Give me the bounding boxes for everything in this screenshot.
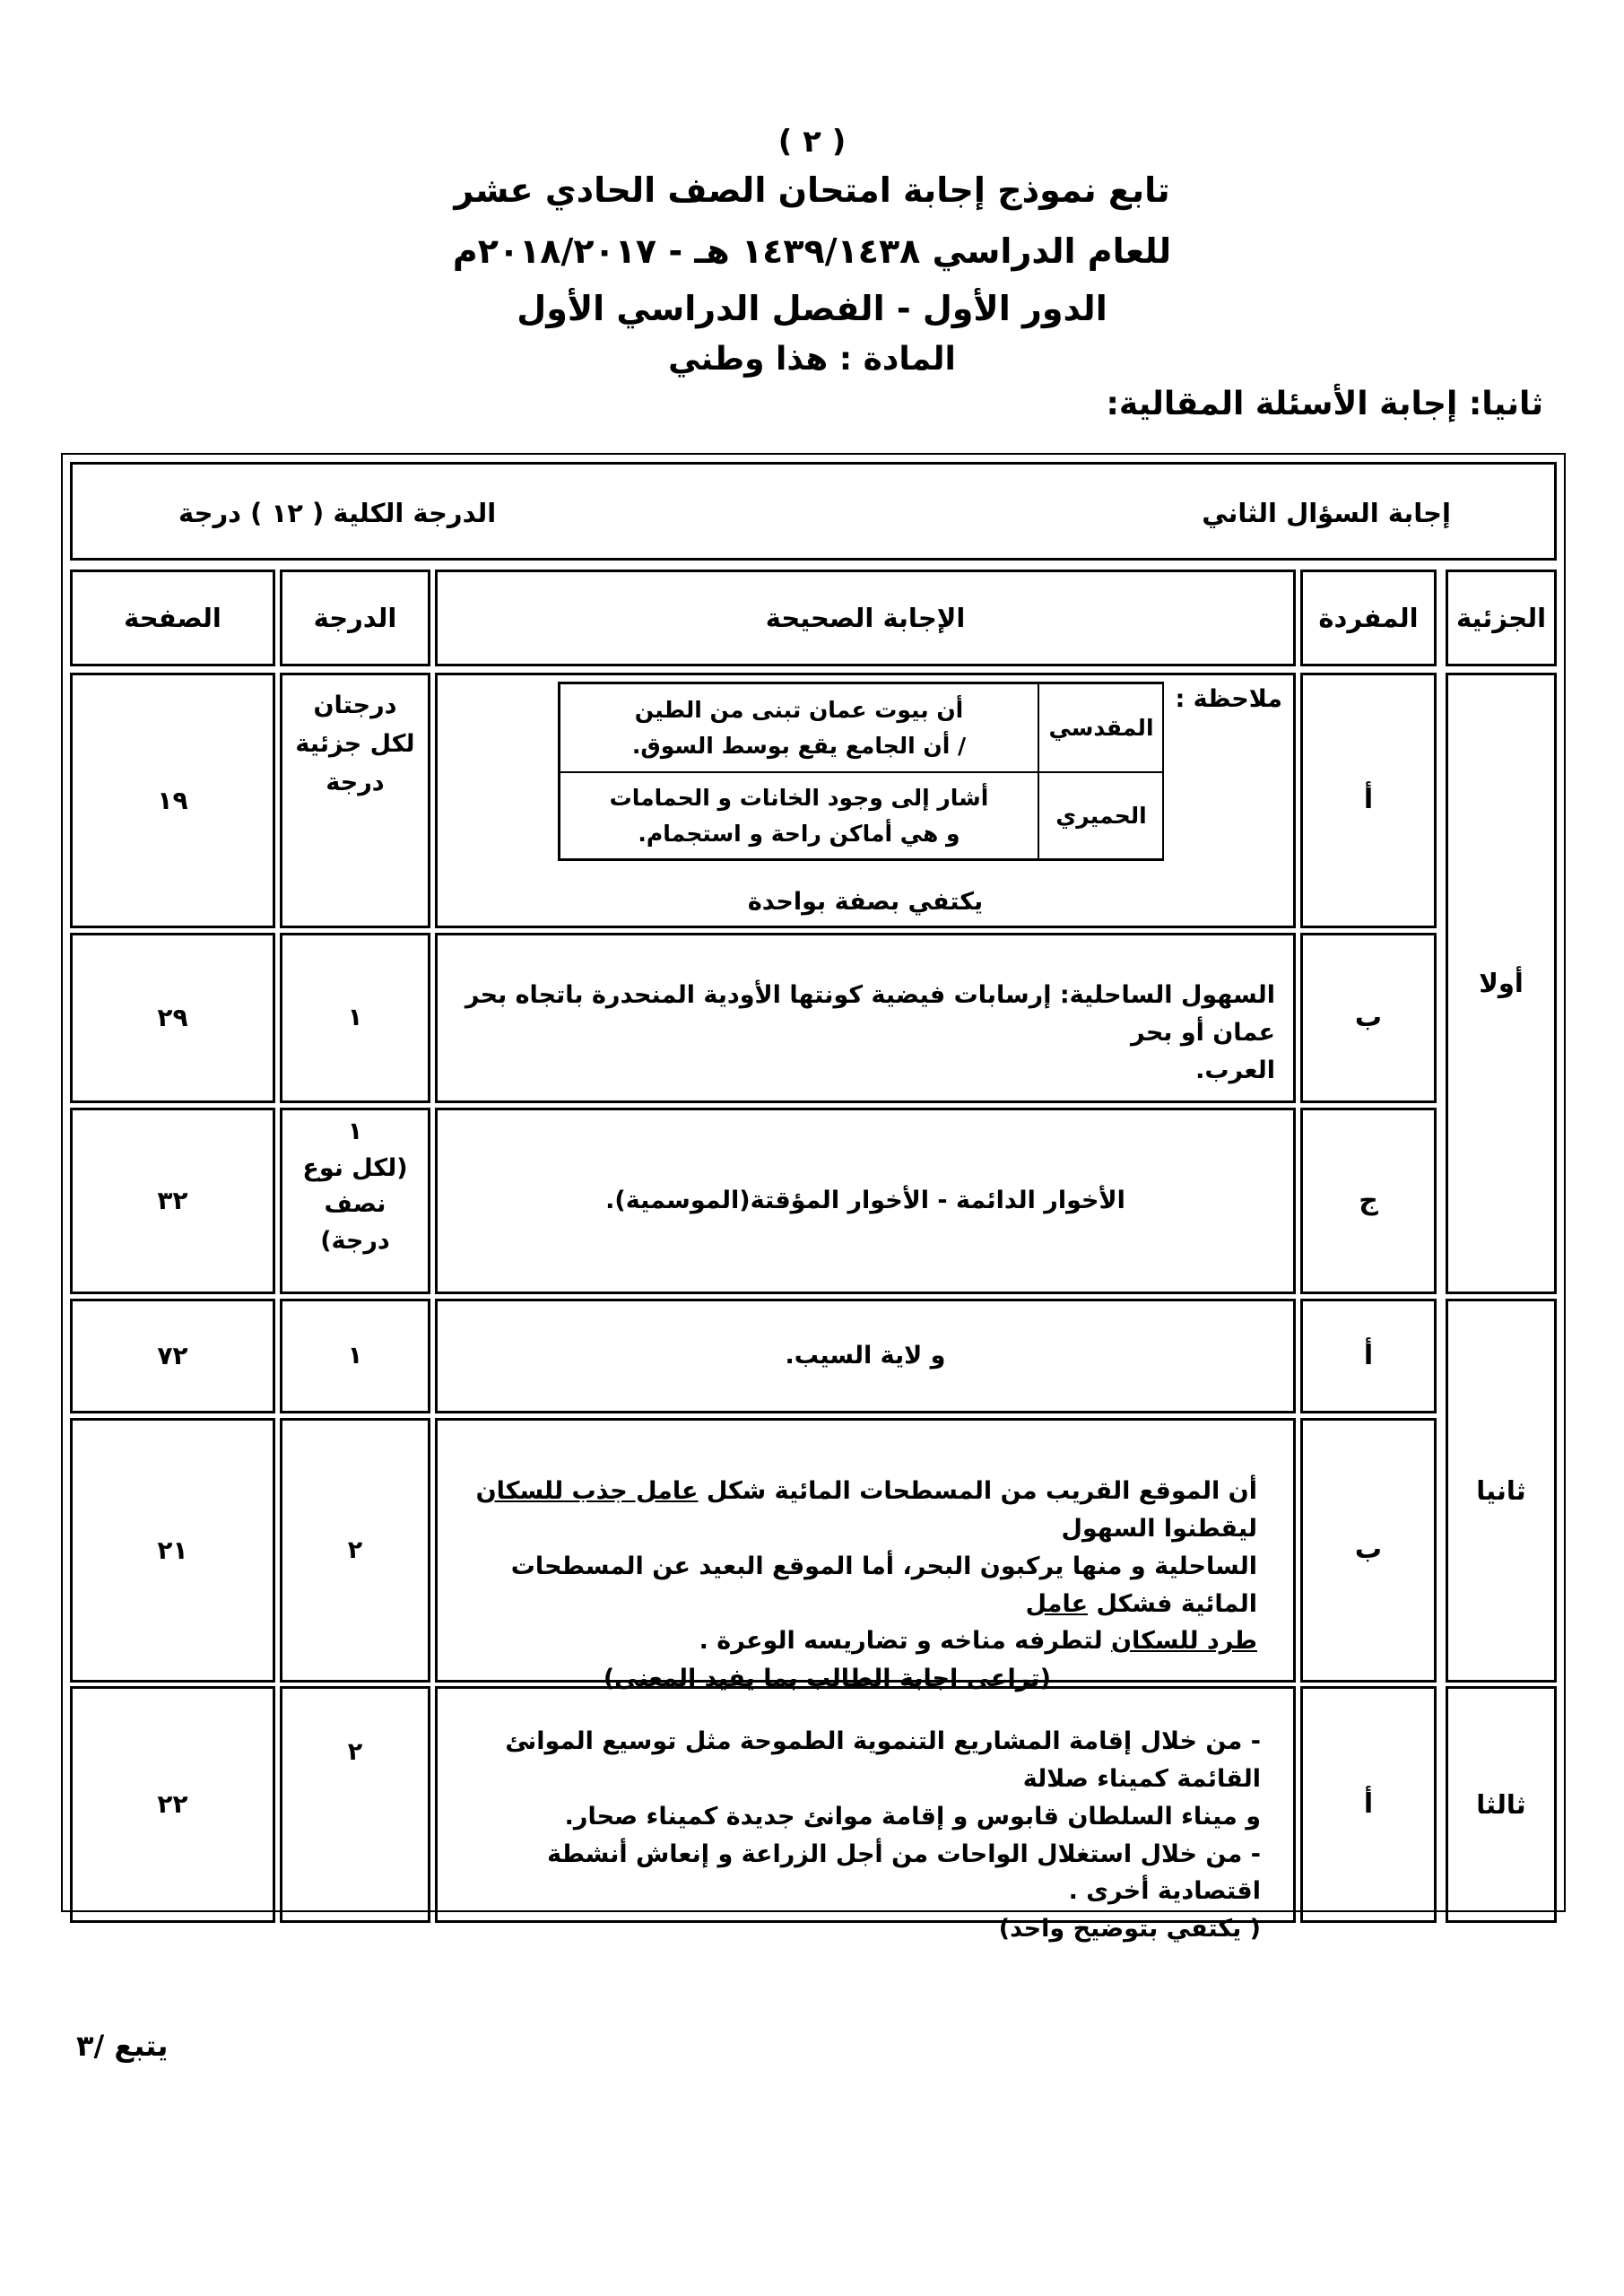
table-row-answer: - من خلال إقامة المشاريع التنموية الطموحة مثل توسيع الموانئ القائمة كميناء صلالة و ميناء السلطان قابوس و إقامة موانئ جديدة كميناء صحار. - من خلال استغلال الواحات من أجل الزراعة و إنعاش أنشطة اقتصادية أخرى . ( يكتفي بتوضيح واحد) bbox=[435, 1686, 1296, 1923]
table-row-item: أ bbox=[1300, 673, 1437, 928]
table-row-answer: السهول الساحلية: إرسابات فيضية كونتها الأودية المنحدرة باتجاه بحر عمان أو بحر العرب. bbox=[435, 933, 1296, 1103]
part-second: ثانيا bbox=[1446, 1299, 1557, 1683]
subject: المادة : هذا وطني bbox=[668, 341, 956, 378]
note-name-cell: الحميري bbox=[1038, 772, 1164, 859]
table-row-page: ٣٢ bbox=[70, 1108, 275, 1294]
table-row-page: ٢٩ bbox=[70, 933, 275, 1103]
total-grade: الدرجة الكلية ( ١٢ ) درجة bbox=[178, 498, 497, 528]
academic-year: للعام الدراسي ١٤٣٩/١٤٣٨ هـ - ٢٠١٨/٢٠١٧م bbox=[452, 231, 1172, 271]
exam-title: تابع نموذج إجابة امتحان الصف الحادي عشر bbox=[454, 170, 1170, 210]
continue-note: يتبع /٣ bbox=[76, 2029, 169, 2063]
table-row-page: ٢٢ bbox=[70, 1686, 275, 1923]
table-row-item: ب bbox=[1300, 1418, 1437, 1683]
table-row-item: ب bbox=[1300, 933, 1437, 1103]
question-header bbox=[70, 462, 1557, 561]
table-row-grade: ١ bbox=[280, 933, 430, 1103]
header-answer: الإجابة الصحيحة bbox=[435, 570, 1296, 666]
header-part: الجزئية bbox=[1446, 570, 1557, 666]
header-page: الصفحة bbox=[70, 570, 275, 666]
table-row-item: أ bbox=[1300, 1299, 1437, 1413]
header-grade: الدرجة bbox=[280, 570, 430, 666]
note-desc-cell: أشار إلى وجود الخانات و الحمامات و هي أماكن راحة و استجمام. bbox=[560, 772, 1038, 859]
table-row-answer: الأخوار الدائمة - الأخوار المؤقتة(الموسمية). bbox=[435, 1108, 1296, 1294]
part-first: أولا bbox=[1446, 673, 1557, 1294]
table-row-grade: ١ (لكل نوع نصف درجة) bbox=[280, 1108, 430, 1294]
table-row-grade: ٢ bbox=[280, 1418, 430, 1683]
table-row-item: ج bbox=[1300, 1108, 1437, 1294]
table-row-answer: أن الموقع القريب من المسطحات المائية شكل عامل جذب للسكان ليقطنوا السهول الساحلية و منها يركبون البحر، أما الموقع البعيد عن المسطحات المائية فشكل عامل طرد للسكان لتطرفه مناخه و تضاريسه الوعرة . (تراعى اجابة الطالب بما يفيد المعنى) bbox=[435, 1418, 1296, 1683]
table-row-page: ١٩ bbox=[70, 673, 275, 928]
exam-session: الدور الأول - الفصل الدراسي الأول bbox=[517, 289, 1107, 328]
note-name-cell: المقدسي bbox=[1038, 683, 1164, 772]
table-row-item: أ bbox=[1300, 1686, 1437, 1923]
note-label: ملاحظة : bbox=[1175, 685, 1282, 713]
question-label: إجابة السؤال الثاني bbox=[1202, 498, 1451, 528]
table-row-page: ٧٢ bbox=[70, 1299, 275, 1413]
part-third: ثالثا bbox=[1446, 1686, 1557, 1923]
table-row-grade: ١ bbox=[280, 1299, 430, 1413]
page-number: ( ٢ ) bbox=[777, 124, 847, 160]
note-footer: يكتفي بصفة بواحدة bbox=[747, 888, 984, 916]
table-row-answer: و لاية السيب. bbox=[435, 1299, 1296, 1413]
note-desc-cell: أن بيوت عمان تبنى من الطين / أن الجامع يقع بوسط السوق. bbox=[560, 683, 1038, 772]
table-row-grade: ٢ bbox=[280, 1686, 430, 1923]
note-table bbox=[558, 682, 1164, 861]
table-row-page: ٢١ bbox=[70, 1418, 275, 1683]
header-item: المفردة bbox=[1300, 570, 1437, 666]
section-title: ثانيا: إجابة الأسئلة المقالية: bbox=[1106, 386, 1543, 422]
table-row-grade: درجتان لكل جزئية درجة bbox=[280, 673, 430, 928]
